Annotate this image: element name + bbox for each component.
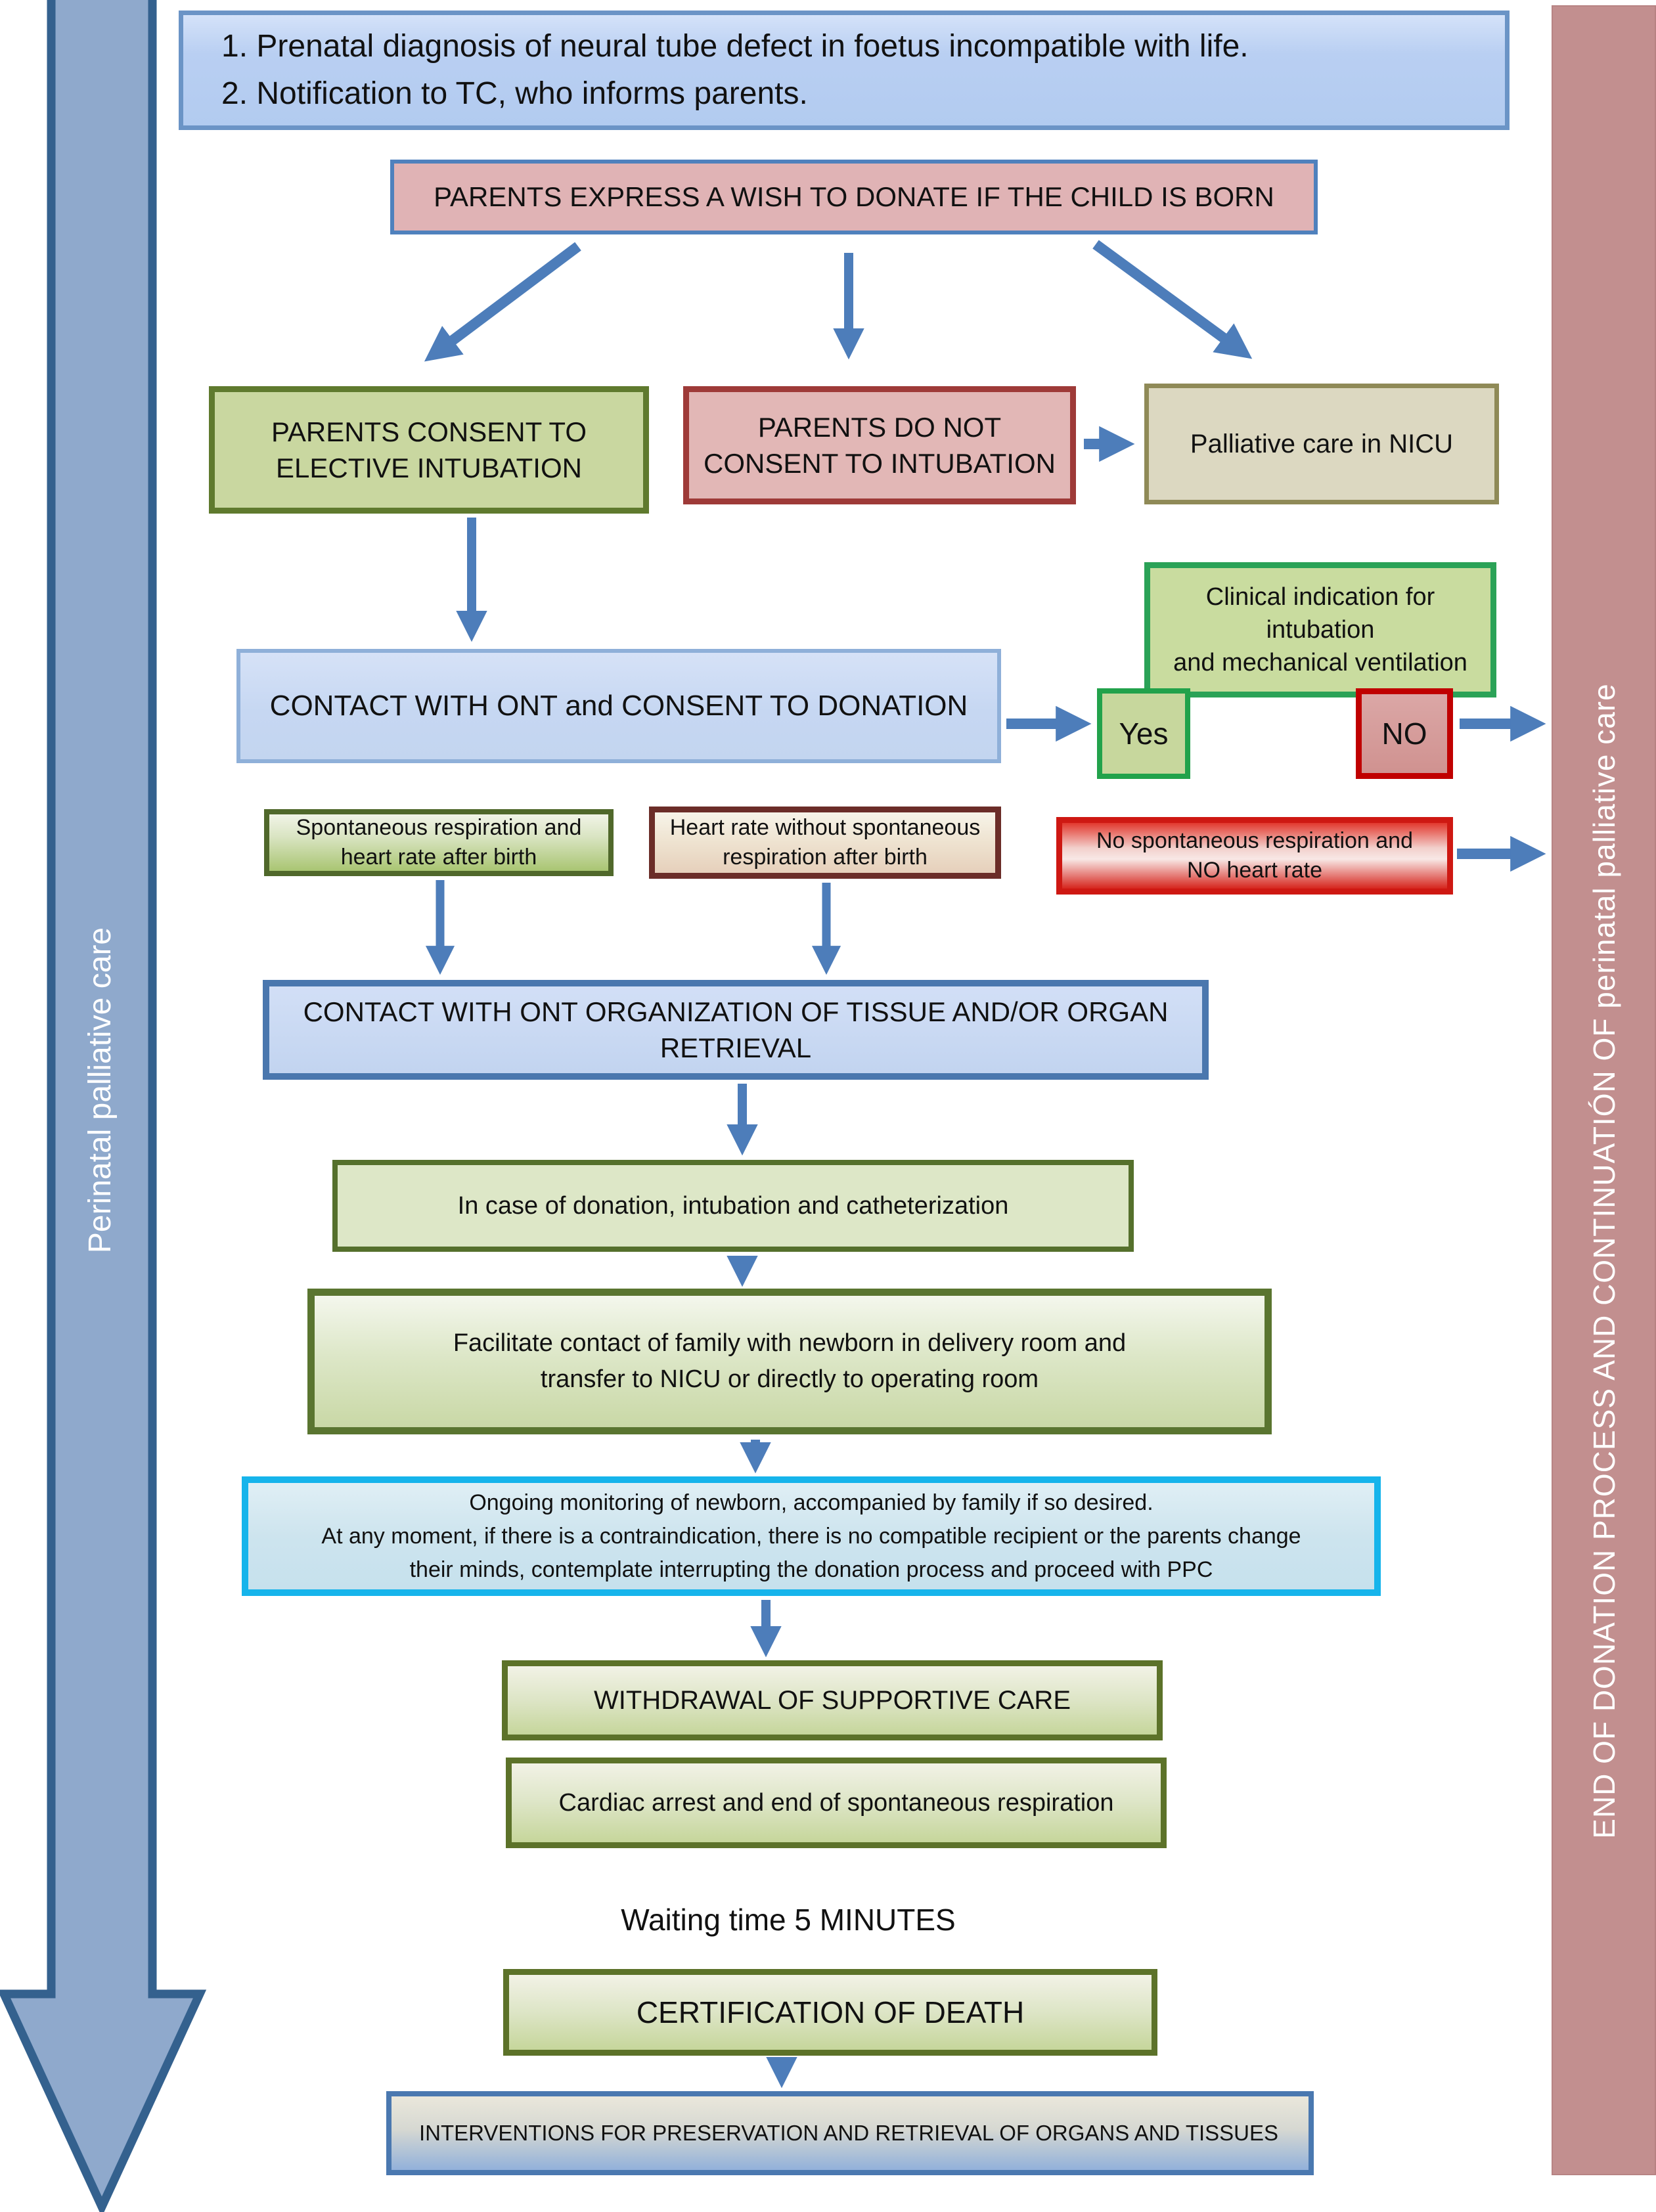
node-withdrawal-supportive-care: WITHDRAWAL OF SUPPORTIVE CARE [502, 1660, 1163, 1740]
node-no-respiration-no-heart-rate: No spontaneous respiration and NO heart rate [1056, 817, 1453, 895]
node-ongoing-monitoring: Ongoing monitoring of newborn, accompanied by family if so desired. At any moment, if there is a contraindication, there is no compatible recipient or the parents change their minds, contemplate interrupting the donation process and proceed with PPC [242, 1476, 1381, 1596]
right-sidebar-label: END OF DONATION PROCESS AND CONTINUATIÓN OF perinatal palliative care [1587, 683, 1621, 1839]
header-box [179, 11, 1510, 130]
node-spontaneous-respiration: Spontaneous respiration and heart rate after birth [264, 809, 614, 876]
node-contact-ont-organization: CONTACT WITH ONT ORGANIZATION OF TISSUE AND/OR ORGAN RETRIEVAL [263, 980, 1209, 1080]
header-line-1: 1. Prenatal diagnosis of neural tube defect in foetus incompatible with life. [221, 29, 1249, 64]
waiting-time-label: Waiting time 5 MINUTES [621, 1902, 956, 1937]
arrow-express-to-nicu [1096, 244, 1243, 352]
node-palliative-care-nicu: Palliative care in NICU [1144, 384, 1499, 504]
node-cardiac-arrest: Cardiac arrest and end of spontaneous respiration [506, 1758, 1167, 1848]
left-sidebar-label: Perinatal palliative care [82, 927, 118, 1254]
node-no: NO [1356, 688, 1453, 779]
header-line-2: 2. Notification to TC, who informs parents. [221, 76, 808, 111]
node-contact-ont-consent: CONTACT WITH ONT and CONSENT TO DONATION [236, 649, 1001, 763]
node-heart-rate-no-respiration: Heart rate without spontaneous respiration after birth [649, 807, 1001, 879]
node-certification-of-death: CERTIFICATION OF DEATH [503, 1969, 1157, 2056]
node-interventions-preservation-retrieval: INTERVENTIONS FOR PRESERVATION AND RETRIEVAL OF ORGANS AND TISSUES [386, 2091, 1314, 2175]
node-parents-consent: PARENTS CONSENT TO ELECTIVE INTUBATION [209, 386, 649, 514]
node-yes: Yes [1097, 688, 1190, 779]
node-clinical-indication: Clinical indication for intubation and mechanical ventilation [1144, 562, 1496, 697]
node-parents-no-consent: PARENTS DO NOT CONSENT TO INTUBATION [683, 386, 1076, 504]
node-in-case-of-donation: In case of donation, intubation and catheterization [332, 1160, 1134, 1252]
node-parents-express-wish: PARENTS EXPRESS A WISH TO DONATE IF THE CHILD IS BORN [390, 160, 1318, 234]
node-facilitate-family-contact: Facilitate contact of family with newborn in delivery room and transfer to NICU or directly to operating room [307, 1289, 1272, 1434]
arrow-express-to-consent [434, 246, 578, 355]
